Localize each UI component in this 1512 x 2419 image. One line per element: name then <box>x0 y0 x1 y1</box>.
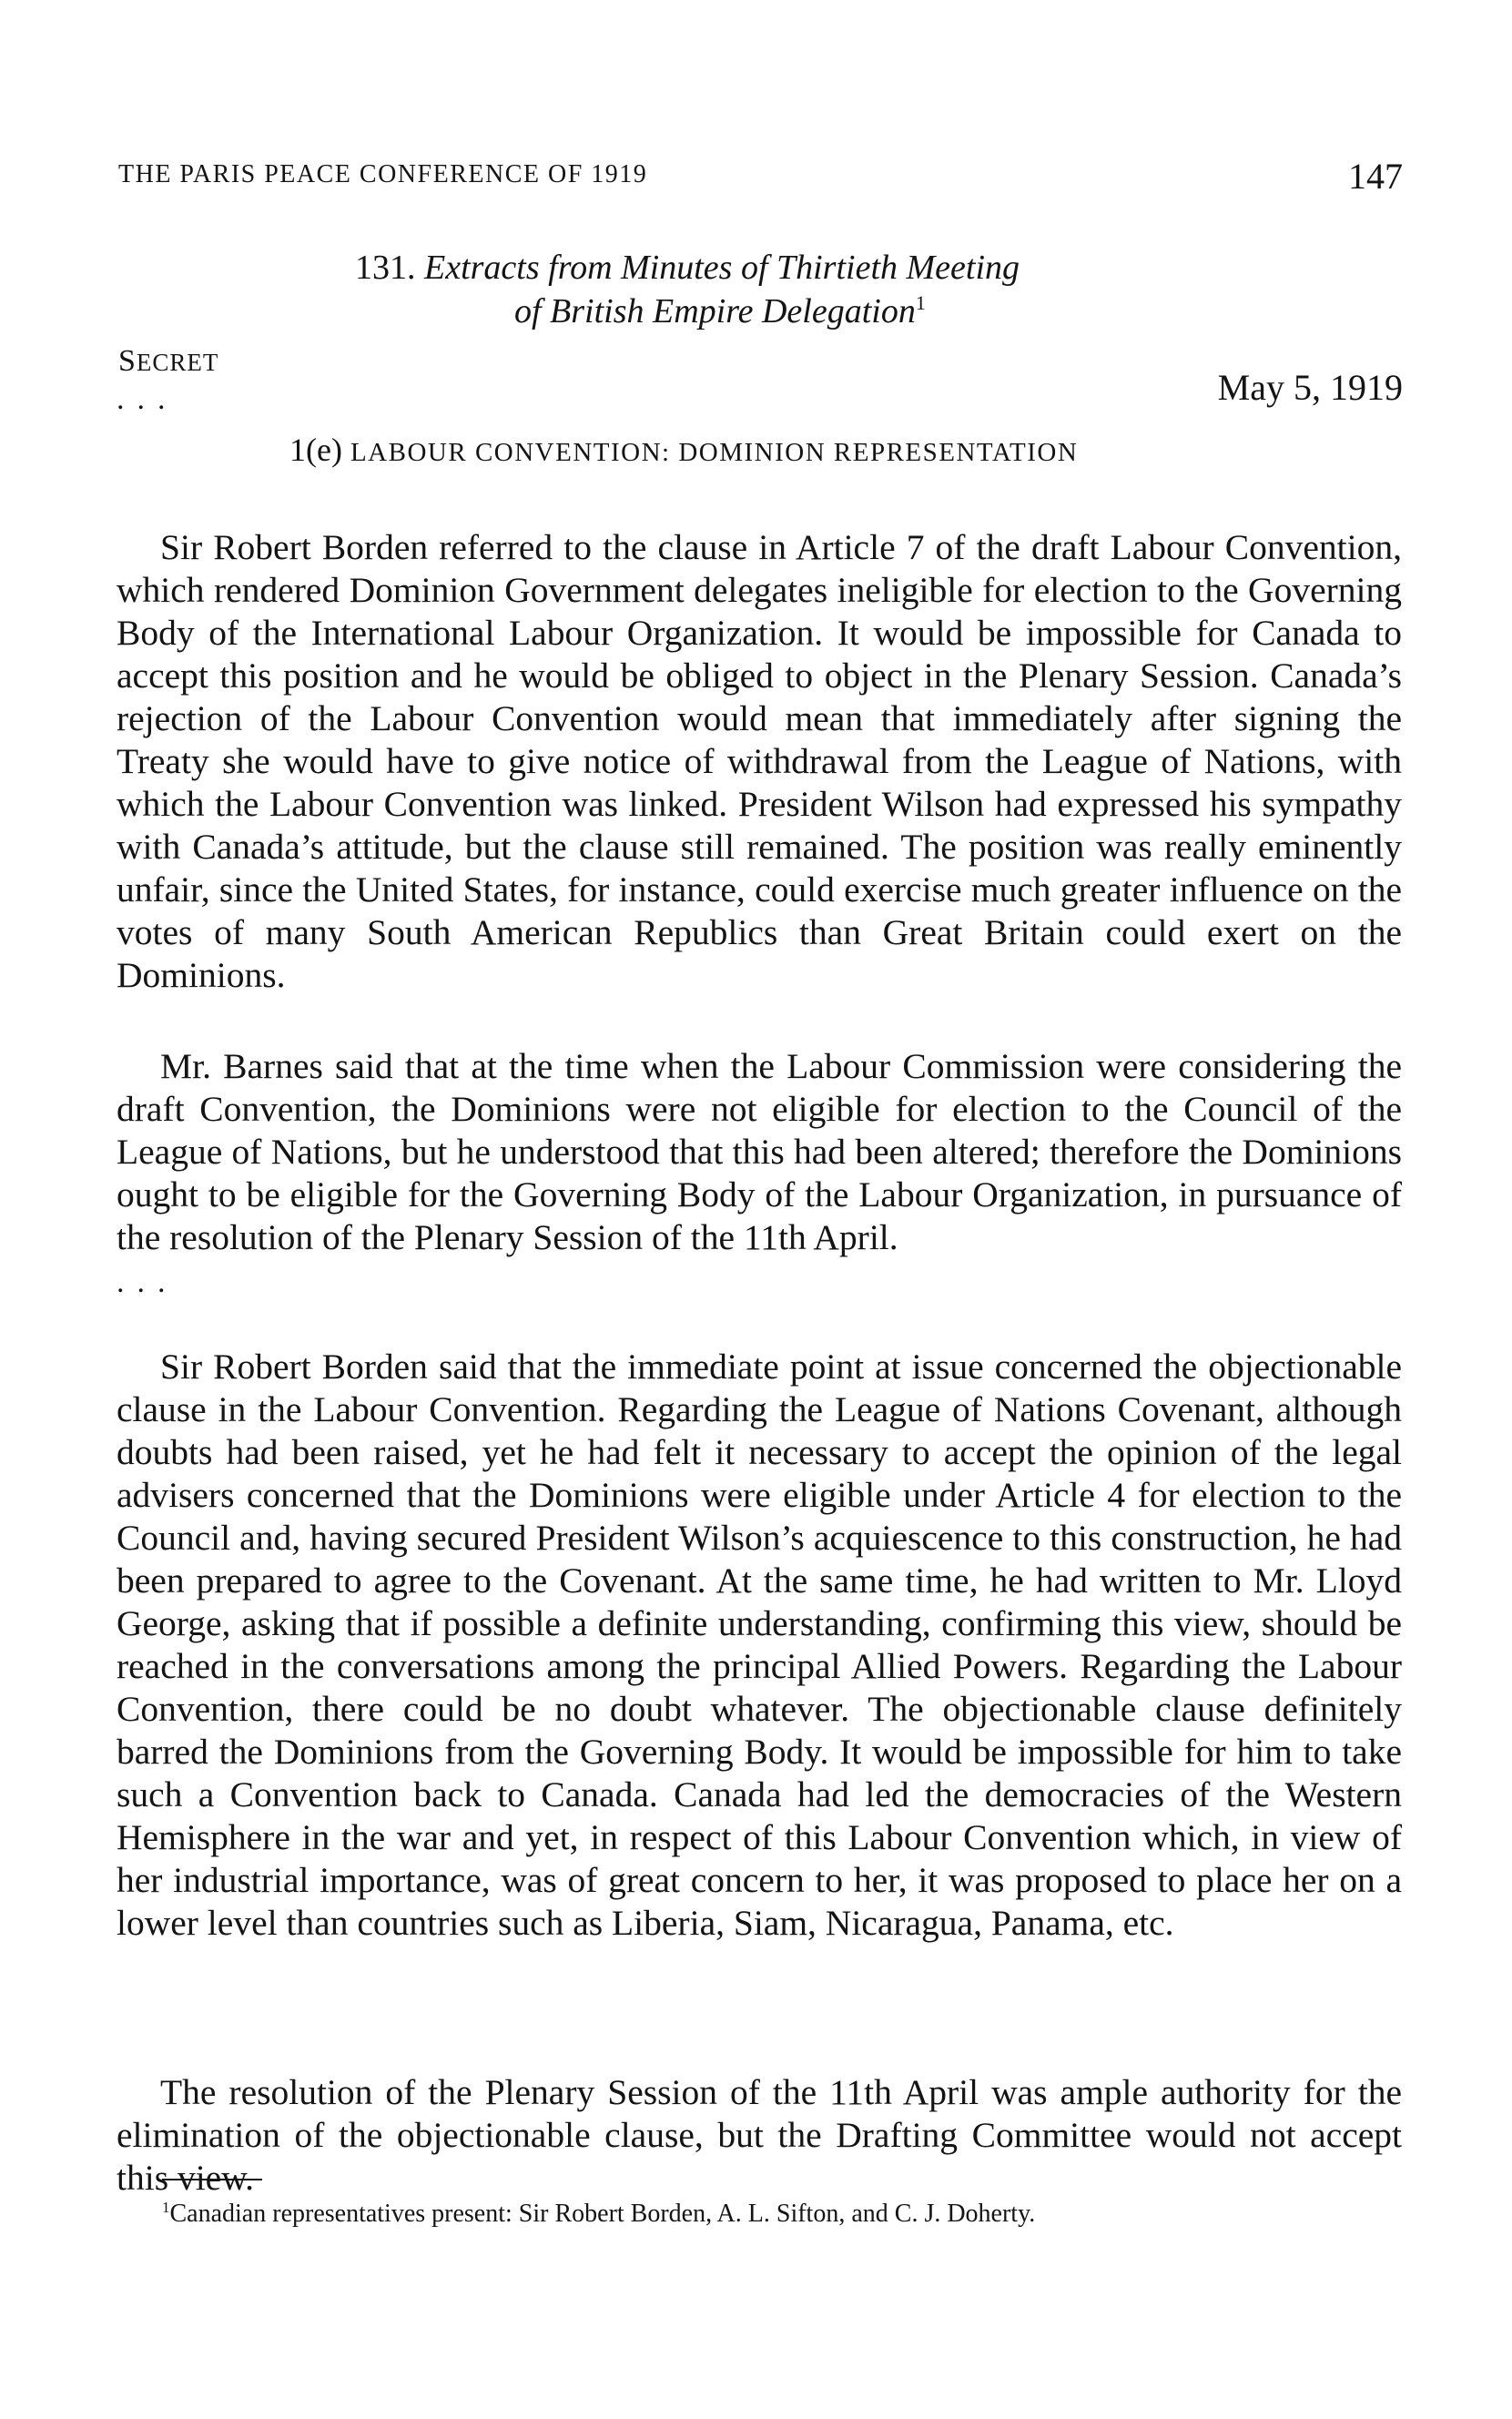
paragraph-barnes: Mr. Barnes said that at the time when the Labour Commission were considering the draft Convention, the Dominions were not eligible for election to the Council of the League of Nations, but he understood that this had been altered; therefore the Dominions ought to be eligible for the Governing Body of the Labour Organization, in pursuance of the resolution of the Plenary Session of the 11th April. <box>117 1045 1402 1257</box>
document-number: 131. <box>355 249 416 287</box>
running-head: THE PARIS PEACE CONFERENCE OF 1919 <box>118 160 648 188</box>
footnote-divider <box>162 2179 262 2180</box>
document-title-line-1: Extracts from Minutes of Thirtieth Meeting <box>424 249 1020 287</box>
footnote-text: Canadian representatives present: Sir Robert Borden, A. L. Sifton, and C. J. Doherty. <box>169 2200 1036 2228</box>
footnote <box>162 2200 1035 2229</box>
paragraph-borden-article-7: Sir Robert Borden referred to the clause in Article 7 of the draft Labour Convention, which rendered Dominion Government delegates ineligible for election to the Governing Body of the International Labour Organization. It would be impossible for Canada to accept this position and he would be obliged to object in the Plenary Session. Canada’s rejection of the Labour Convention would mean that immediately after signing the Treaty she would have to give notice of withdrawal from the League of Nations, with which the Labour Convention was linked. President Wilson had expressed his sympathy with Canada’s attitude, but the clause still remained. The position was really eminently unfair, since the United States, for instance, could exercise much greater influence on the votes of many South American Republics than Great Britain could exert on the Dominions. <box>117 526 1402 995</box>
classification-label <box>118 344 218 379</box>
document-heading <box>355 246 1211 333</box>
footnote-marker: 1 <box>162 2199 170 2216</box>
footnote-reference[interactable]: 1 <box>915 291 926 314</box>
paragraph-plenary-resolution: The resolution of the Plenary Session of the 11th April was ample authority for the elimination of the objectionable clause, but the Drafting Committee would not accept this view. <box>117 2071 1402 2198</box>
document-title-line-2 <box>355 290 1211 333</box>
document-title-line-2-text: of British Empire Delegation <box>514 292 916 330</box>
classification-rest: ECRET <box>136 349 219 376</box>
section-title: LABOUR CONVENTION: DOMINION REPRESENTATION <box>350 438 1079 467</box>
paragraph-borden-covenant: Sir Robert Borden said that the immediate point at issue concerned the objectionable clause in the Labour Convention. Regarding the League of Nations Covenant, although doubts had been raised, yet he had felt it necessary to accept the opinion of the legal advisers concerned that the Dominions were eligible under Article 4 for election to the Council and, having secured President Wilson’s acquiescence to this construction, he had been prepared to agree to the Covenant. At the same time, he had written to Mr. Lloyd George, asking that if possible a definite understanding, confirming this view, should be reached in the conversations among the principal Allied Powers. Regarding the Labour Convention, there could be no doubt whatever. The objectionable clause definitely barred the Dominions from the Governing Body. It would be impossible for him to take such a Convention back to Canada. Canada had led the democracies of the Western Hemisphere in the war and yet, in respect of this Labour Convention which, in view of her industrial importance, was of great concern to her, it was proposed to place her on a lower level than countries such as Liberia, Siam, Nicaragua, Panama, etc. <box>117 1346 1402 1943</box>
omission-ellipsis: ... <box>117 382 178 416</box>
classification-initial: S <box>118 344 137 378</box>
section-heading <box>289 431 1078 469</box>
section-number: 1(e) <box>289 432 350 468</box>
page-number: 147 <box>1348 156 1403 197</box>
omission-ellipsis-2: ... <box>117 1265 178 1299</box>
document-date: May 5, 1919 <box>1217 367 1403 408</box>
